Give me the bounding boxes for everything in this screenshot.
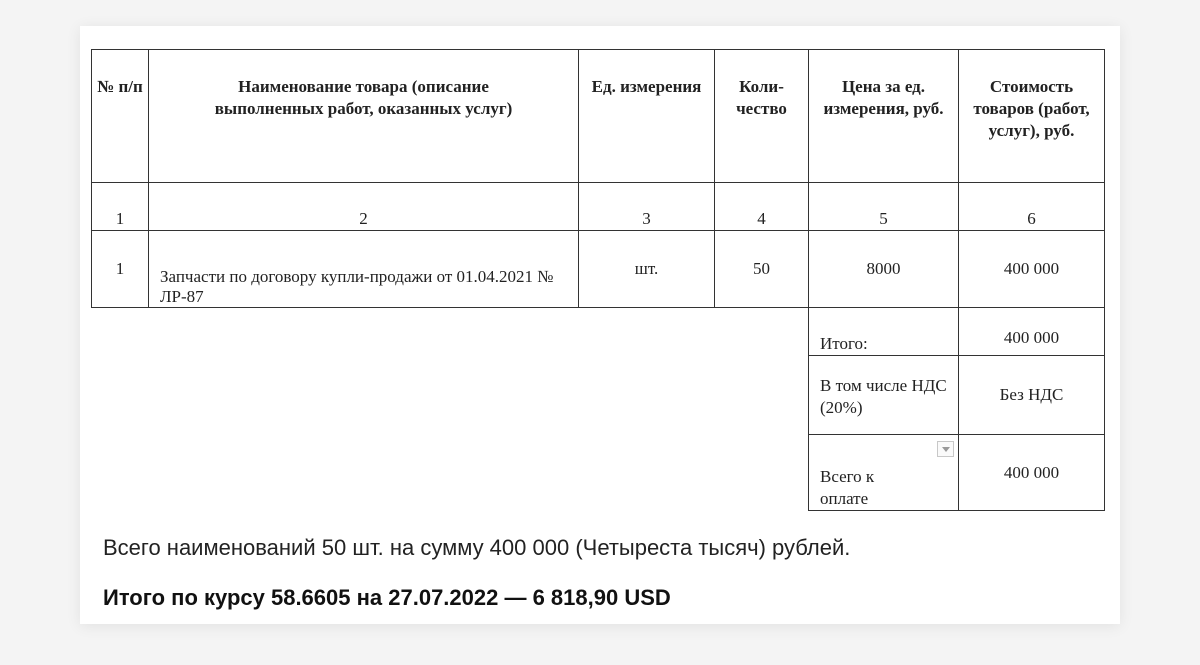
table-header-row xyxy=(92,50,1105,183)
column-number: 2 xyxy=(149,183,579,231)
vat-row xyxy=(92,356,1105,435)
vat-label: В том числе НДС (20%) xyxy=(809,356,959,435)
subtotal-value: 400 000 xyxy=(959,308,1105,356)
column-numbers-row xyxy=(92,183,1105,231)
column-number: 1 xyxy=(92,183,149,231)
header-item-name: Наименование товара (описание выполненных работ, оказанных услуг) xyxy=(149,50,579,183)
row-cost: 400 000 xyxy=(959,231,1105,308)
row-item-name: Запчасти по договору купли-продажи от 01.04.2021 № ЛР-87 xyxy=(149,231,579,308)
header-unit: Ед. измерения xyxy=(579,50,715,183)
chevron-down-icon[interactable] xyxy=(937,441,954,457)
column-number: 6 xyxy=(959,183,1105,231)
usd-total-text: Итого по курсу 58.6605 на 27.07.2022 — 6 818,90 USD xyxy=(103,585,671,610)
column-number: 3 xyxy=(579,183,715,231)
grand-total-row xyxy=(92,435,1105,511)
subtotal-row xyxy=(92,308,1105,356)
grand-total-label-cell xyxy=(809,435,959,511)
table-row xyxy=(92,231,1105,308)
column-number: 5 xyxy=(809,183,959,231)
vat-value: Без НДС xyxy=(959,356,1105,435)
grand-total-label: Всего к оплате xyxy=(820,467,875,508)
header-unit-price: Цена за ед. измерения, руб. xyxy=(809,50,959,183)
column-number: 4 xyxy=(715,183,809,231)
invoice-card xyxy=(80,26,1120,624)
header-cost: Стоимость товаров (работ, услуг), руб. xyxy=(959,50,1105,183)
grand-total-value: 400 000 xyxy=(959,435,1105,511)
row-index: 1 xyxy=(92,231,149,308)
header-row-number: № п/п xyxy=(92,50,149,183)
summary-text: Всего наименований 50 шт. на сумму 400 000 (Четыреста тысяч) рублей. xyxy=(103,535,851,560)
header-quantity: Коли-чество xyxy=(715,50,809,183)
invoice-table xyxy=(91,49,1105,511)
row-price: 8000 xyxy=(809,231,959,308)
row-unit: шт. xyxy=(579,231,715,308)
subtotal-label: Итого: xyxy=(809,308,959,356)
row-quantity: 50 xyxy=(715,231,809,308)
